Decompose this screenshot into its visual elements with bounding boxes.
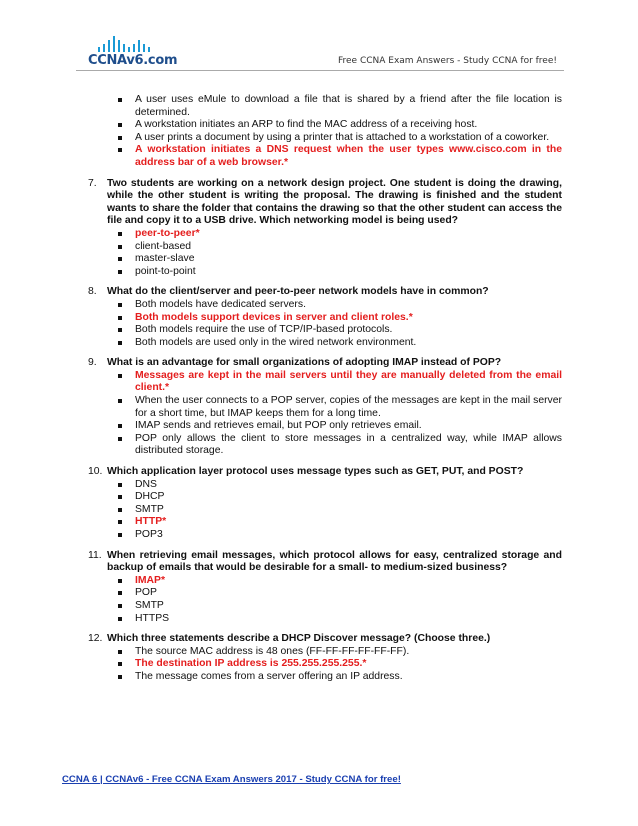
correct-answer-item: A workstation initiates a DNS request when the user types www.cisco.com in the address bar of a web browser.* — [135, 144, 562, 168]
answer-list — [88, 479, 562, 542]
answer-item: point-to-point — [135, 266, 562, 279]
correct-answer-item: HTTP* — [135, 516, 562, 529]
answer-item: IMAP sends and retrieves email, but POP only retrieves email. — [135, 420, 562, 433]
question-block — [88, 633, 562, 683]
answer-item: SMTP — [135, 600, 562, 613]
correct-answer-item: peer-to-peer* — [135, 228, 562, 241]
correct-answer-item: Both models support devices in server and client roles.* — [135, 312, 562, 325]
question-number: 10. — [88, 466, 103, 478]
page-header — [0, 0, 638, 80]
answer-item: A user prints a document by using a printer that is attached to a workstation of a coworker. — [135, 132, 562, 145]
question-number: 7. — [88, 177, 97, 189]
answer-item: When the user connects to a POP server, copies of the messages are kept in the mail server for a short time, but IMAP keeps them for a long time. — [135, 395, 562, 419]
question-text: What do the client/server and peer-to-peer network models have in common? — [107, 286, 489, 298]
correct-answer-item: IMAP* — [135, 575, 562, 588]
answer-item: Both models require the use of TCP/IP-based protocols. — [135, 324, 562, 337]
header-tagline: Free CCNA Exam Answers - Study CCNA for free! — [338, 56, 557, 66]
question-number: 8. — [88, 286, 97, 298]
answer-item: Both models are used only in the wired network environment. — [135, 337, 562, 350]
question-text: Which three statements describe a DHCP Discover message? (Choose three.) — [107, 633, 491, 645]
answer-list — [88, 575, 562, 625]
answer-item: The source MAC address is 48 ones (FF-FF-FF-FF-FF-FF). — [135, 646, 562, 659]
signal-bars-icon — [98, 36, 154, 52]
question-block — [88, 178, 562, 279]
question-text: Which application layer protocol uses message types such as GET, PUT, and POST? — [107, 466, 524, 478]
answer-list — [88, 370, 562, 458]
answer-item: POP only allows the client to store messages in a centralized way, while IMAP allows distributed storage. — [135, 432, 562, 457]
answer-item: DHCP — [135, 491, 562, 504]
document-body — [88, 94, 562, 684]
footer-link[interactable]: CCNA 6 | CCNAv6 - Free CCNA Exam Answers 2017 - Study CCNA for free! — [62, 774, 401, 785]
answer-item: master-slave — [135, 253, 562, 266]
answer-list — [88, 94, 562, 170]
logo-text: CCNAv6.com — [88, 53, 178, 68]
answer-item: client-based — [135, 241, 562, 254]
answer-list — [88, 646, 562, 684]
answer-item: The message comes from a server offering an IP address. — [135, 671, 562, 684]
question-block — [88, 550, 562, 626]
answer-item: POP — [135, 587, 562, 600]
question-list — [88, 178, 562, 684]
question-block — [88, 466, 562, 542]
question-number: 12. — [88, 633, 103, 645]
correct-answer-item: Messages are kept in the mail servers until they are manually deleted from the email client.* — [135, 369, 562, 394]
question-text: What is an advantage for small organizations of adopting IMAP instead of POP? — [107, 357, 502, 369]
question-number: 11. — [88, 549, 102, 561]
answer-item: POP3 — [135, 529, 562, 542]
question-block — [88, 357, 562, 458]
question-block — [88, 286, 562, 349]
answer-item: DNS — [135, 479, 562, 492]
question-number: 9. — [88, 357, 97, 369]
answer-item: Both models have dedicated servers. — [135, 299, 562, 312]
answer-item: A user uses eMule to download a file that is shared by a friend after the file location is determined. — [135, 94, 562, 118]
question-text: Two students are working on a network design project. One student is doing the drawing, while the other student is writing the proposal. The drawing is finished and the student wants to share the folder that contains the drawing so that the other student can access the file and copy it to a USB drive. Which networking model is being used? — [107, 177, 562, 227]
answer-item: SMTP — [135, 504, 562, 517]
correct-answer-item: The destination IP address is 255.255.255.255.* — [135, 658, 562, 671]
answer-list — [88, 299, 562, 349]
answer-item: HTTPS — [135, 613, 562, 626]
answer-item: A workstation initiates an ARP to find the MAC address of a receiving host. — [135, 119, 562, 132]
question-text: When retrieving email messages, which protocol allows for easy, centralized storage and backup of emails that would be desirable for a small- to medium-sized business? — [107, 549, 562, 574]
answer-list — [88, 228, 562, 278]
header-divider — [76, 70, 564, 71]
